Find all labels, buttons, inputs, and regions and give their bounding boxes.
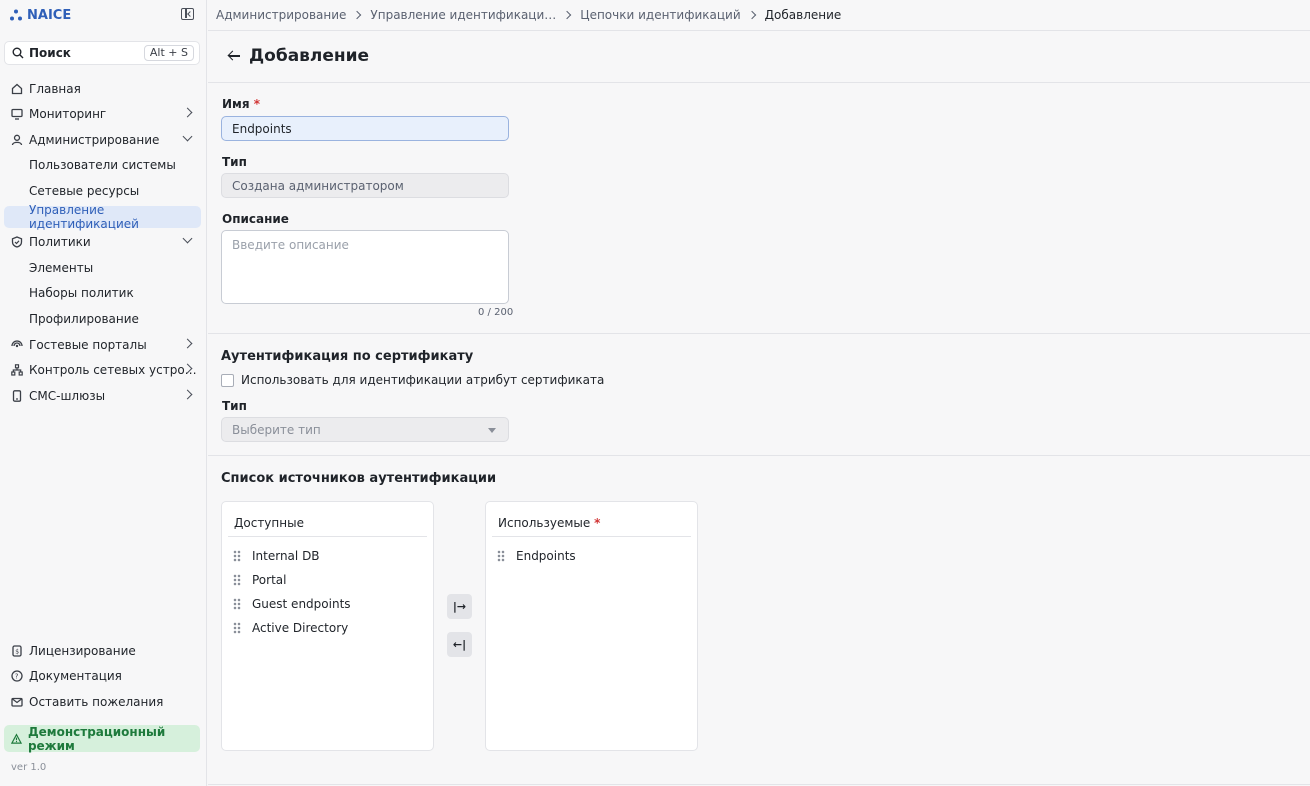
move-left-icon: ←|: [452, 638, 467, 651]
breadcrumb: [216, 8, 841, 22]
cert-section-title: Аутентификация по сертификату: [221, 349, 474, 364]
name-label: [222, 97, 260, 111]
sidebar-item-policy-sets[interactable]: [4, 282, 201, 304]
warning-icon: [11, 733, 22, 745]
available-title: Доступные: [234, 516, 304, 530]
divider: [208, 784, 1310, 785]
sidebar-item-system-users[interactable]: [4, 154, 201, 176]
used-title-text: Используемые: [498, 516, 591, 530]
drag-handle-icon[interactable]: [233, 598, 241, 610]
name-field[interactable]: [221, 116, 509, 141]
list-item-label: Endpoints: [516, 549, 576, 563]
cert-type-label: Тип: [222, 399, 247, 413]
search-input[interactable]: [4, 41, 200, 65]
type-field: [221, 173, 509, 198]
sidebar-item-network-device-control[interactable]: [4, 359, 201, 381]
sidebar-item-label: Наборы политик: [29, 286, 134, 300]
page-header: [228, 46, 369, 66]
list-item-label: Guest endpoints: [252, 597, 351, 611]
cert-type-select: [221, 417, 509, 442]
phone-icon: [10, 390, 23, 403]
page-title: Добавление: [249, 46, 370, 66]
breadcrumb-item[interactable]: Управление идентификаци…: [370, 8, 557, 22]
chevron-right-icon: [183, 339, 193, 349]
divider: [228, 536, 427, 537]
name-field-value: Endpoints: [232, 121, 292, 136]
sidebar-item-label: СМС-шлюзы: [29, 389, 106, 403]
search-label: Поиск: [29, 46, 71, 60]
sidebar-item-label: Элементы: [29, 261, 94, 275]
chevron-right-icon: [183, 108, 193, 118]
divider: [208, 82, 1310, 83]
drag-handle-icon[interactable]: [233, 622, 241, 634]
chevron-down-icon: [183, 234, 193, 244]
chevron-right-icon: [747, 11, 755, 19]
license-icon: [10, 645, 23, 658]
sidebar-item-label: Документация: [29, 669, 122, 683]
sidebar-item-monitoring[interactable]: [4, 103, 201, 125]
sidebar-item-label: Пользователи системы: [29, 158, 176, 172]
name-label-text: Имя: [222, 97, 250, 111]
list-item[interactable]: [233, 620, 348, 636]
demo-mode-badge: [4, 725, 200, 752]
used-sources-panel: [485, 501, 698, 751]
sidebar-item-feedback[interactable]: [4, 691, 201, 713]
sidebar-item-network-resources[interactable]: [4, 180, 201, 202]
breadcrumb-current: Добавление: [764, 8, 842, 22]
available-sources-panel: [221, 501, 434, 751]
list-item-label: Internal DB: [252, 549, 320, 563]
description-counter: 0 / 200: [478, 307, 514, 318]
breadcrumb-item[interactable]: Администрирование: [216, 8, 347, 22]
brand[interactable]: [10, 7, 71, 23]
chevron-down-icon: [183, 132, 193, 142]
chevron-right-icon: [563, 11, 571, 19]
breadcrumb-item[interactable]: Цепочки идентификаций: [580, 8, 741, 22]
sidebar-item-licensing[interactable]: [4, 640, 201, 662]
move-right-icon: |→: [452, 600, 467, 613]
mail-icon: [10, 696, 23, 709]
sidebar-item-administration[interactable]: [4, 129, 201, 151]
chevron-right-icon: [183, 390, 193, 400]
sources-section-title: Список источников аутентификации: [221, 471, 497, 486]
help-circle-icon: [10, 670, 23, 683]
sidebar-item-label: Мониторинг: [29, 107, 107, 121]
sidebar-item-home[interactable]: [4, 78, 201, 100]
version-label: ver 1.0: [11, 762, 47, 773]
sidebar-item-label: Профилирование: [29, 312, 139, 326]
drag-handle-icon[interactable]: [233, 550, 241, 562]
sidebar-item-identity-management[interactable]: [4, 203, 201, 231]
list-item-label: Active Directory: [252, 621, 349, 635]
used-title: [498, 516, 600, 530]
cert-type-placeholder: Выберите тип: [232, 422, 321, 437]
list-item[interactable]: [233, 596, 351, 612]
required-mark: *: [253, 97, 261, 111]
sidebar-item-label: Контроль сетевых устро…: [29, 363, 197, 377]
search-icon: [12, 47, 24, 59]
list-item-label: Portal: [252, 573, 287, 587]
required-mark: *: [594, 516, 601, 530]
chevron-right-icon: [353, 11, 361, 19]
demo-mode-label: Демонстрационный режим: [27, 724, 166, 753]
monitor-icon: [10, 108, 23, 121]
list-item[interactable]: [233, 572, 286, 588]
sidebar-item-label: Оставить пожелания: [29, 695, 164, 709]
sidebar-item-label: Сетевые ресурсы: [29, 184, 140, 198]
sidebar: [0, 0, 207, 786]
sidebar-item-label: Политики: [29, 235, 91, 249]
cert-checkbox-label: Использовать для идентификации атрибут сертификата: [241, 373, 605, 387]
divider: [492, 536, 691, 537]
cert-checkbox[interactable]: [221, 374, 234, 387]
user-icon: [10, 134, 23, 147]
description-label: Описание: [222, 212, 289, 226]
sidebar-item-label: Лицензирование: [29, 644, 136, 658]
divider: [208, 455, 1310, 456]
type-field-value: Создана администратором: [232, 178, 404, 193]
sidebar-item-documentation[interactable]: [4, 665, 201, 687]
sidebar-item-label: Администрирование: [29, 133, 160, 147]
sidebar-item-policies[interactable]: [4, 231, 201, 253]
move-left-button[interactable]: [447, 632, 472, 657]
divider: [208, 333, 1310, 334]
sidebar-item-guest-portals[interactable]: [4, 334, 201, 356]
app-name: NAICE: [27, 7, 72, 23]
list-item[interactable]: [233, 548, 320, 564]
sidebar-item-label: Управление идентификацией: [29, 203, 139, 231]
back-arrow-icon[interactable]: [228, 50, 240, 62]
search-shortcut: Alt + S: [144, 45, 194, 61]
sidebar-item-label: Главная: [29, 82, 81, 96]
type-label: Тип: [222, 155, 247, 169]
svg-text:?: ?: [14, 672, 19, 681]
divider: [208, 30, 1310, 31]
collapse-sidebar-icon[interactable]: [181, 8, 194, 20]
sidebar-item-label: Гостевые порталы: [29, 338, 147, 352]
drag-handle-icon[interactable]: [497, 550, 505, 562]
svg-text:$: $: [14, 648, 19, 656]
sidebar-item-elements[interactable]: [4, 257, 201, 279]
home-icon: [10, 83, 23, 96]
sidebar-item-profiling[interactable]: [4, 308, 201, 330]
description-placeholder: Введите описание: [232, 238, 349, 252]
shield-check-icon: [10, 236, 23, 249]
sidebar-item-sms-gateways[interactable]: [4, 385, 201, 407]
logo-icon: [10, 9, 22, 21]
cert-checkbox-row[interactable]: [221, 373, 604, 387]
description-textarea[interactable]: [221, 230, 509, 304]
caret-down-icon: [488, 428, 496, 433]
drag-handle-icon[interactable]: [233, 574, 241, 586]
list-item[interactable]: [497, 548, 576, 564]
network-icon: [10, 364, 23, 377]
main-content: [208, 0, 1310, 786]
wifi-icon: [10, 339, 23, 352]
move-right-button[interactable]: [447, 594, 472, 619]
